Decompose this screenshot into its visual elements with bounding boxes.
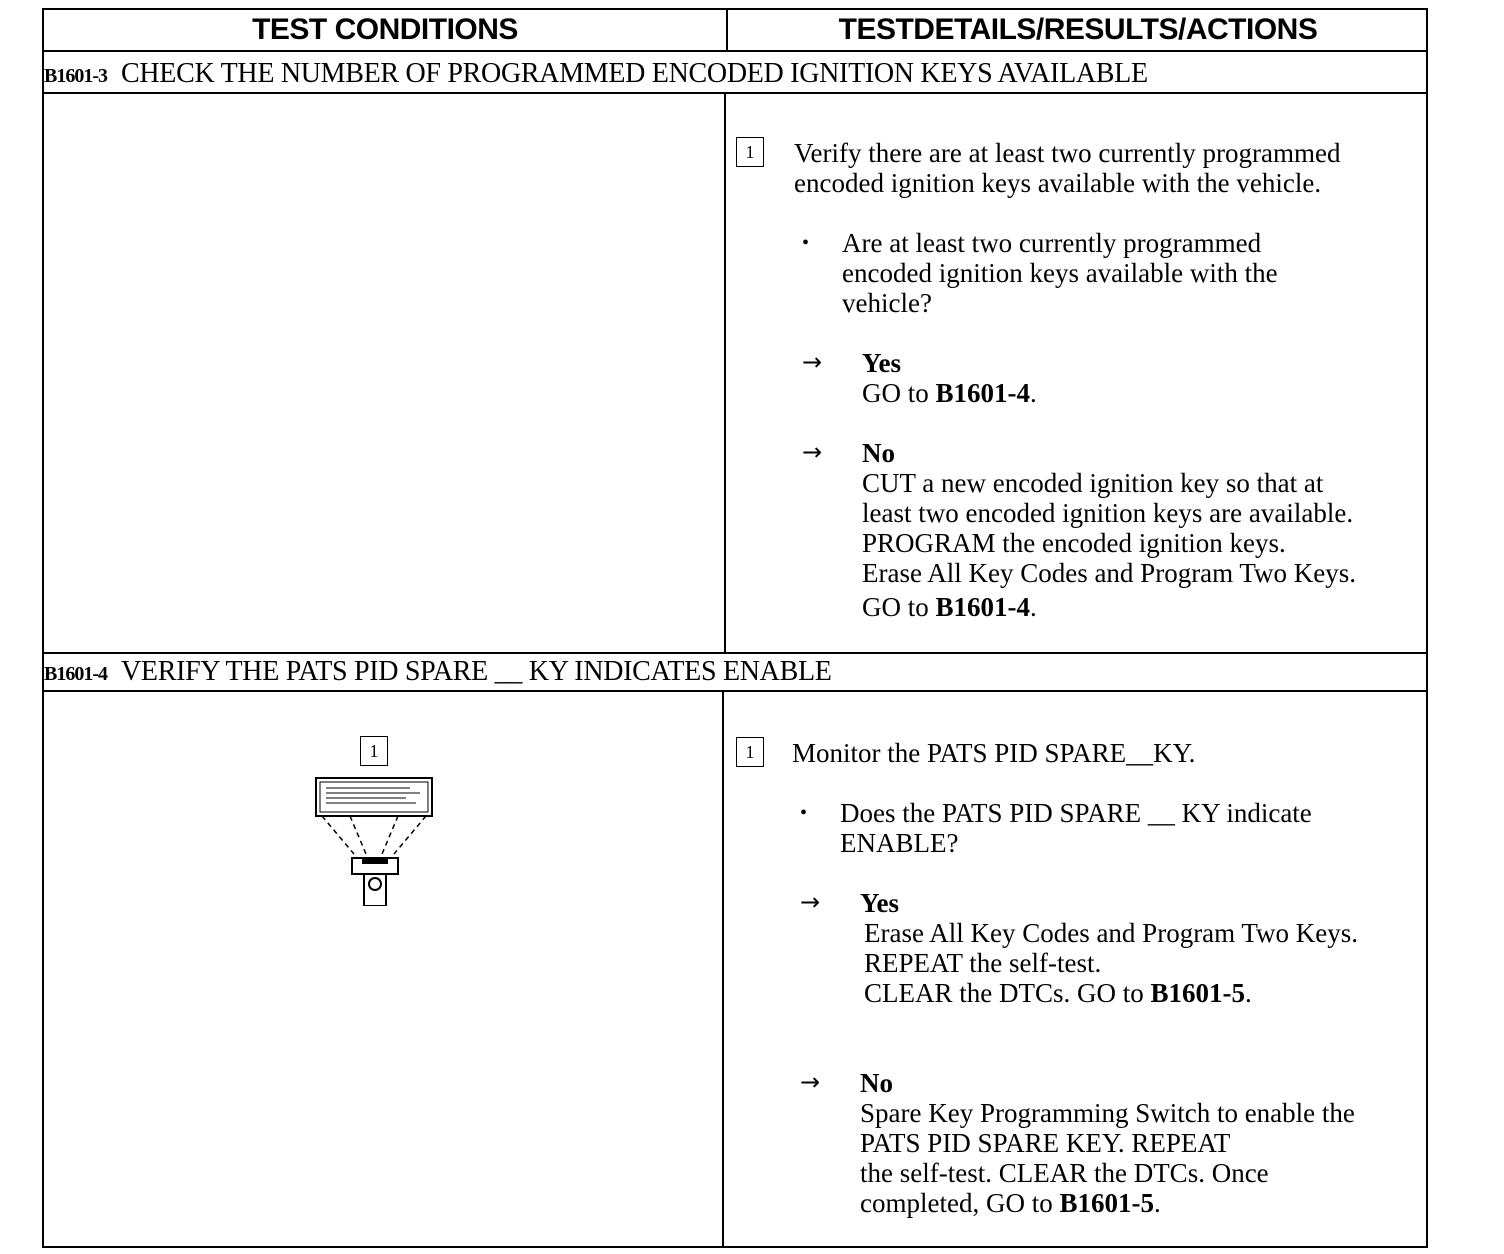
step3-instruction: Verify there are at least two currently programmed encoded ignition keys available with the vehicle. [794, 138, 1341, 198]
step-title-text: VERIFY THE PATS PID SPARE __ KY INDICATES ENABLE [121, 656, 832, 687]
step-id: B1601-4 [44, 663, 107, 685]
arrow-right-icon: → [802, 348, 823, 376]
step3-yes-branch: Yes GO to B1601-4. [862, 348, 1037, 408]
step-b1601-3-title [44, 58, 1148, 90]
goto-link[interactable]: B1601-5 [1150, 978, 1245, 1008]
arrow-right-icon: → [802, 438, 823, 466]
step4-no-branch: No Spare Key Programming Switch to enable the PATS PID SPARE KEY. REPEAT the self-test. CLEAR the DTCs. Once completed, GO to B1601-5. [860, 1068, 1355, 1218]
step-title-text: CHECK THE NUMBER OF PROGRAMMED ENCODED IGNITION KEYS AVAILABLE [121, 58, 1148, 89]
column-divider [724, 94, 726, 652]
divider [44, 652, 1426, 654]
step3-question: Are at least two currently programmed encoded ignition keys available with the vehicle? [842, 228, 1278, 318]
step4-question: Does the PATS PID SPARE __ KY indicate ENABLE? [840, 798, 1312, 858]
goto-link[interactable]: B1601-5 [1059, 1188, 1154, 1218]
divider [44, 92, 1426, 94]
header-test-conditions: TEST CONDITIONS [252, 13, 518, 46]
column-divider [722, 692, 724, 1248]
header-test-details: TESTDETAILS/RESULTS/ACTIONS [838, 13, 1318, 46]
step4-instruction: Monitor the PATS PID SPARE__KY. [792, 738, 1196, 768]
step-id: B1601-3 [44, 65, 107, 87]
arrow-right-icon: → [800, 1068, 821, 1096]
table-header [44, 10, 1426, 52]
step-b1601-4-title [44, 656, 832, 688]
header-divider [726, 10, 728, 52]
divider [44, 690, 1426, 692]
bullet-icon: • [800, 802, 808, 824]
goto-link[interactable]: B1601-4 [935, 592, 1030, 622]
diagnostic-table [42, 8, 1428, 1248]
scan-tool-icon [310, 774, 440, 906]
step3-no-branch: No CUT a new encoded ignition key so that at least two encoded ignition keys are available. PROGRAM the encoded ignition keys. Erase All Key Codes and Program Two Keys. GO to B1601-4. [862, 438, 1357, 622]
step-number-box: 1 [736, 137, 764, 167]
goto-link[interactable]: B1601-4 [935, 378, 1030, 408]
step-number-box: 1 [736, 737, 764, 767]
step4-yes-branch: Yes Erase All Key Codes and Program Two Keys. REPEAT the self-test. CLEAR the DTCs. GO to B1601-5. [860, 888, 1359, 1008]
illustration-step-box: 1 [360, 736, 388, 766]
bullet-icon: • [802, 232, 810, 254]
arrow-right-icon: → [800, 888, 821, 916]
